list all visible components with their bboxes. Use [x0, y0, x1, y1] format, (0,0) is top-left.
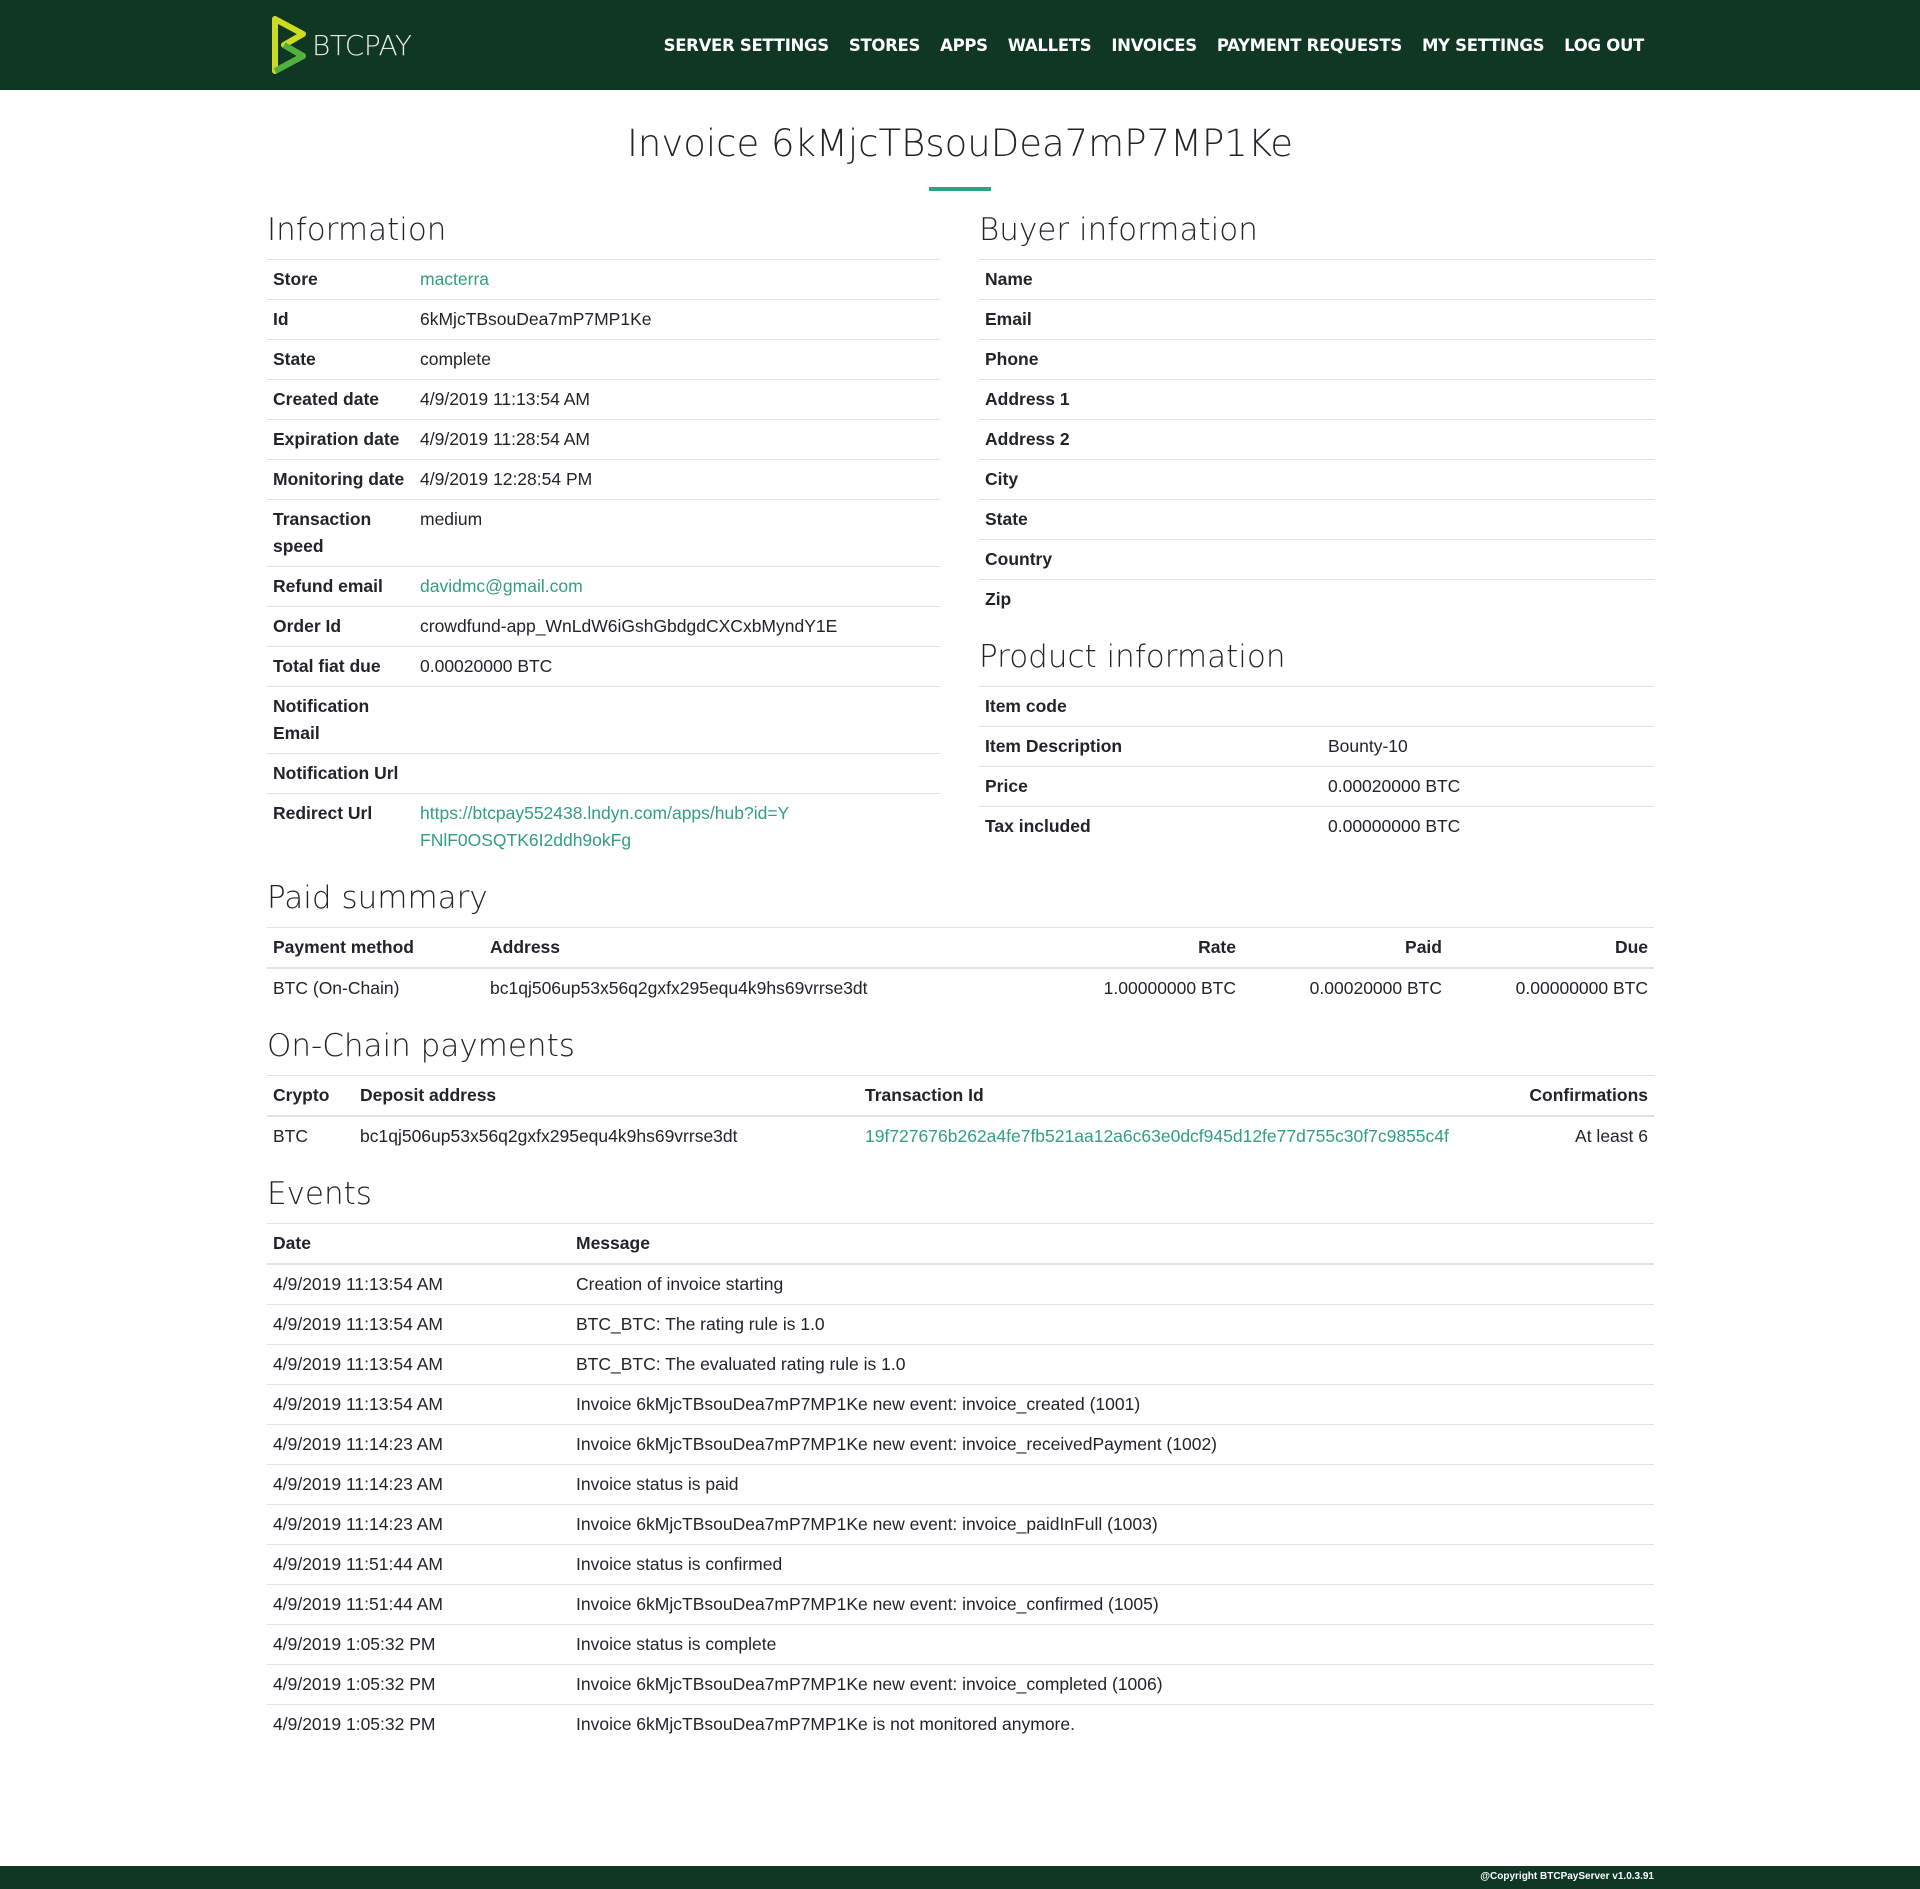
row-label: Refund email — [267, 567, 414, 607]
footer — [0, 1866, 1920, 1889]
table-row — [267, 1345, 1654, 1385]
nav-log-out[interactable]: LOG OUT — [1564, 35, 1644, 55]
row-value — [1126, 460, 1654, 500]
row-label: Price — [979, 767, 1322, 807]
info-row — [267, 460, 940, 500]
row-value[interactable]: davidmc@gmail.com — [414, 567, 940, 607]
row-label: Total fiat due — [267, 647, 414, 687]
row-value — [1126, 500, 1654, 540]
row-label: Phone — [979, 340, 1126, 380]
info-row — [267, 754, 940, 794]
nav-server-settings[interactable]: SERVER SETTINGS — [663, 35, 829, 55]
info-row — [979, 460, 1654, 500]
info-row — [267, 340, 940, 380]
table-row — [267, 1116, 1654, 1156]
table-cell: Invoice 6kMjcTBsouDea7mP7MP1Ke new event: invoice_receivedPayment (1002) — [570, 1425, 1654, 1465]
column-header-date: Date — [267, 1224, 570, 1265]
brand-logo[interactable] — [272, 16, 412, 74]
information-table — [267, 259, 940, 860]
info-row — [267, 794, 940, 861]
events-table — [267, 1223, 1654, 1744]
info-row — [267, 420, 940, 460]
row-value: 4/9/2019 11:28:54 AM — [414, 420, 940, 460]
info-row — [267, 607, 940, 647]
brand-name: BTCPAY — [312, 28, 412, 62]
table-cell: Invoice 6kMjcTBsouDea7mP7MP1Ke new event: invoice_completed (1006) — [570, 1665, 1654, 1705]
row-label: Notification Url — [267, 754, 414, 794]
column-header-deposit-address: Deposit address — [354, 1076, 859, 1117]
table-cell: bc1qj506up53x56q2gxfx295equ4k9hs69vrrse3dt — [484, 968, 1037, 1008]
info-row — [267, 567, 940, 607]
header-row — [267, 1076, 1654, 1117]
table-cell: 1.00000000 BTC — [1037, 968, 1242, 1008]
table-row — [267, 1385, 1654, 1425]
table-cell: bc1qj506up53x56q2gxfx295equ4k9hs69vrrse3dt — [354, 1116, 859, 1156]
table-cell: At least 6 — [1511, 1116, 1654, 1156]
table-cell: 4/9/2019 1:05:32 PM — [267, 1625, 570, 1665]
table-cell[interactable]: 19f727676b262a4fe7fb521aa12a6c63e0dcf945d12fe77d755c30f7c9855c4f — [859, 1116, 1511, 1156]
row-value — [1126, 260, 1654, 300]
table-cell: Invoice status is complete — [570, 1625, 1654, 1665]
row-label: State — [267, 340, 414, 380]
table-row — [267, 1585, 1654, 1625]
row-label: Store — [267, 260, 414, 300]
column-header-crypto: Crypto — [267, 1076, 354, 1117]
row-label: Address 2 — [979, 420, 1126, 460]
header-row — [267, 928, 1654, 969]
table-cell: Invoice 6kMjcTBsouDea7mP7MP1Ke new event: invoice_paidInFull (1003) — [570, 1505, 1654, 1545]
info-row — [267, 500, 940, 567]
table-row — [267, 1305, 1654, 1345]
onchain-payments-table — [267, 1075, 1654, 1156]
row-value: medium — [414, 500, 940, 567]
page-title: Invoice 6kMjcTBsouDea7mP7MP1Ke — [626, 122, 1294, 165]
table-cell: Invoice 6kMjcTBsouDea7mP7MP1Ke new event: invoice_created (1001) — [570, 1385, 1654, 1425]
table-cell: Invoice 6kMjcTBsouDea7mP7MP1Ke new event: invoice_confirmed (1005) — [570, 1585, 1654, 1625]
row-value[interactable]: macterra — [414, 260, 940, 300]
nav-invoices[interactable]: INVOICES — [1111, 35, 1197, 55]
row-value — [1126, 420, 1654, 460]
info-row — [979, 260, 1654, 300]
row-value — [1126, 340, 1654, 380]
row-label: Country — [979, 540, 1126, 580]
row-value: 4/9/2019 11:13:54 AM — [414, 380, 940, 420]
row-value: 6kMjcTBsouDea7mP7MP1Ke — [414, 300, 940, 340]
main-menu — [664, 0, 1644, 90]
row-label: Name — [979, 260, 1126, 300]
table-cell: 4/9/2019 11:14:23 AM — [267, 1465, 570, 1505]
table-cell: Invoice status is confirmed — [570, 1545, 1654, 1585]
column-header-message: Message — [570, 1224, 1654, 1265]
buyer-heading: Buyer information — [979, 212, 1258, 248]
table-cell: 4/9/2019 11:51:44 AM — [267, 1585, 570, 1625]
btcpay-logo-icon — [272, 16, 306, 74]
table-cell: 4/9/2019 11:51:44 AM — [267, 1545, 570, 1585]
info-row — [979, 380, 1654, 420]
info-row — [979, 340, 1654, 380]
info-row — [267, 380, 940, 420]
table-cell: 4/9/2019 11:13:54 AM — [267, 1305, 570, 1345]
table-row — [267, 968, 1654, 1008]
info-row — [979, 500, 1654, 540]
table-cell: Creation of invoice starting — [570, 1264, 1654, 1305]
row-value: 0.00020000 BTC — [1322, 767, 1654, 807]
info-row — [267, 300, 940, 340]
info-row — [267, 260, 940, 300]
row-value: 0.00020000 BTC — [414, 647, 940, 687]
info-row — [267, 687, 940, 754]
row-value — [414, 754, 940, 794]
row-label: Notification Email — [267, 687, 414, 754]
table-row — [267, 1665, 1654, 1705]
table-cell: 4/9/2019 1:05:32 PM — [267, 1705, 570, 1745]
table-cell: 4/9/2019 1:05:32 PM — [267, 1665, 570, 1705]
column-header-confirmations: Confirmations — [1511, 1076, 1654, 1117]
row-value: crowdfund-app_WnLdW6iGshGbdgdCXCxbMyndY1E — [414, 607, 940, 647]
info-row — [979, 807, 1654, 847]
title-underline — [929, 187, 991, 191]
table-cell: 4/9/2019 11:13:54 AM — [267, 1264, 570, 1305]
information-heading: Information — [267, 212, 447, 248]
table-cell: BTC_BTC: The rating rule is 1.0 — [570, 1305, 1654, 1345]
table-cell: BTC_BTC: The evaluated rating rule is 1.0 — [570, 1345, 1654, 1385]
buyer-table — [979, 259, 1654, 619]
row-value[interactable]: https://btcpay552438.lndyn.com/apps/hub?id=YFNlF0OSQTK6I2ddh9okFg — [414, 794, 940, 861]
row-value: 4/9/2019 12:28:54 PM — [414, 460, 940, 500]
column-header-payment-method: Payment method — [267, 928, 484, 969]
table-row — [267, 1545, 1654, 1585]
column-header-paid: Paid — [1242, 928, 1448, 969]
table-row — [267, 1505, 1654, 1545]
nav-my-settings[interactable]: MY SETTINGS — [1421, 35, 1545, 55]
table-cell: 0.00020000 BTC — [1242, 968, 1448, 1008]
table-cell: 4/9/2019 11:13:54 AM — [267, 1385, 570, 1425]
table-cell: BTC (On-Chain) — [267, 968, 484, 1008]
row-value: complete — [414, 340, 940, 380]
nav-stores[interactable]: STORES — [848, 35, 921, 55]
row-label: Id — [267, 300, 414, 340]
top-navbar — [0, 0, 1920, 90]
row-value — [1126, 300, 1654, 340]
row-label: Transaction speed — [267, 500, 414, 567]
column-header-address: Address — [484, 928, 1037, 969]
paid-summary-table — [267, 927, 1654, 1008]
table-cell: 4/9/2019 11:14:23 AM — [267, 1505, 570, 1545]
row-value: Bounty-10 — [1322, 727, 1654, 767]
product-heading: Product information — [979, 639, 1286, 675]
row-value — [414, 687, 940, 754]
info-row — [979, 687, 1654, 727]
table-cell: Invoice status is paid — [570, 1465, 1654, 1505]
row-label: Order Id — [267, 607, 414, 647]
table-cell: Invoice 6kMjcTBsouDea7mP7MP1Ke is not monitored anymore. — [570, 1705, 1654, 1745]
table-cell: 4/9/2019 11:14:23 AM — [267, 1425, 570, 1465]
row-value — [1322, 687, 1654, 727]
table-cell: 4/9/2019 11:13:54 AM — [267, 1345, 570, 1385]
row-label: Created date — [267, 380, 414, 420]
table-row — [267, 1465, 1654, 1505]
table-cell: 0.00000000 BTC — [1448, 968, 1654, 1008]
row-value — [1126, 380, 1654, 420]
row-value: 0.00000000 BTC — [1322, 807, 1654, 847]
paid-summary-heading: Paid summary — [267, 880, 488, 916]
info-row — [979, 580, 1654, 620]
row-label: Monitoring date — [267, 460, 414, 500]
column-header-transaction-id: Transaction Id — [859, 1076, 1511, 1117]
row-label: Redirect Url — [267, 794, 414, 861]
table-row — [267, 1705, 1654, 1745]
row-label: Zip — [979, 580, 1126, 620]
info-row — [979, 540, 1654, 580]
info-row — [267, 647, 940, 687]
nav-wallets[interactable]: WALLETS — [1007, 35, 1092, 55]
info-row — [979, 300, 1654, 340]
nav-apps[interactable]: APPS — [940, 35, 988, 55]
row-label: Expiration date — [267, 420, 414, 460]
events-heading: Events — [267, 1176, 372, 1212]
product-table — [979, 686, 1654, 846]
row-value — [1126, 540, 1654, 580]
onchain-heading: On-Chain payments — [267, 1028, 575, 1064]
column-header-rate: Rate — [1037, 928, 1242, 969]
table-row — [267, 1264, 1654, 1305]
row-label: Tax included — [979, 807, 1322, 847]
header-row — [267, 1224, 1654, 1265]
row-label: Address 1 — [979, 380, 1126, 420]
row-value — [1126, 580, 1654, 620]
info-row — [979, 727, 1654, 767]
row-label: Item code — [979, 687, 1322, 727]
table-row — [267, 1625, 1654, 1665]
column-header-due: Due — [1448, 928, 1654, 969]
row-label: Item Description — [979, 727, 1322, 767]
row-label: State — [979, 500, 1126, 540]
row-label: City — [979, 460, 1126, 500]
table-row — [267, 1425, 1654, 1465]
nav-payment-requests[interactable]: PAYMENT REQUESTS — [1216, 35, 1402, 55]
info-row — [979, 767, 1654, 807]
copyright: @Copyright BTCPayServer v1.0.3.91 — [1480, 1871, 1654, 1882]
info-row — [979, 420, 1654, 460]
table-cell: BTC — [267, 1116, 354, 1156]
row-label: Email — [979, 300, 1126, 340]
